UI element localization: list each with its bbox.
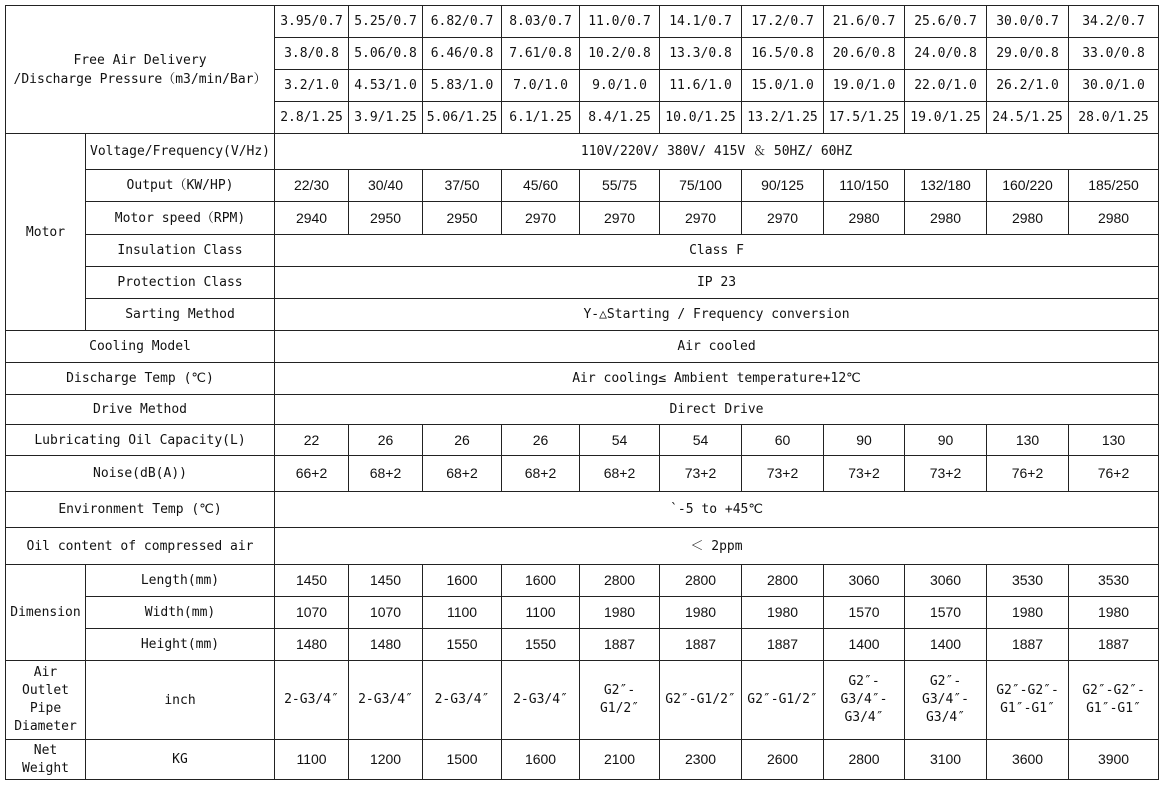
height-value: 1550 [502, 629, 580, 661]
height-value: 1887 [580, 629, 660, 661]
weight-value: 3100 [905, 740, 987, 780]
starting-value: Y-△Starting / Frequency conversion [275, 299, 1159, 331]
noise-value: 76+2 [1069, 456, 1159, 492]
free-air-value: 13.3/0.8 [660, 38, 742, 70]
height-value: 1400 [905, 629, 987, 661]
length-value: 3530 [1069, 565, 1159, 597]
width-value: 1980 [1069, 597, 1159, 629]
free-air-label-line: Free Air Delivery [73, 52, 207, 68]
weight-value: 2600 [742, 740, 824, 780]
free-air-value: 26.2/1.0 [987, 70, 1069, 102]
lube-oil-value: 60 [742, 425, 824, 456]
outlet-value: G2″-G1/2″ [660, 661, 742, 740]
spec-table-body [6, 6, 1159, 780]
starting-label: Sarting Method [86, 299, 275, 331]
motor-label: Motor [6, 134, 86, 331]
lube-oil-value: 26 [502, 425, 580, 456]
output-value: 185/250 [1069, 170, 1159, 202]
outlet-value: 2-G3/4″ [423, 661, 502, 740]
free-air-value: 3.2/1.0 [275, 70, 349, 102]
voltage-row [6, 134, 1159, 170]
free-air-value: 3.95/0.7 [275, 6, 349, 38]
insulation-label: Insulation Class [86, 235, 275, 267]
weight-value: 3900 [1069, 740, 1159, 780]
env-temp-value: `-5 to +45℃ [275, 492, 1159, 528]
motor-speed-value: 2970 [502, 202, 580, 235]
free-air-value: 11.6/1.0 [660, 70, 742, 102]
length-label: Length(mm) [86, 565, 275, 597]
length-value: 1450 [349, 565, 423, 597]
free-air-value: 16.5/0.8 [742, 38, 824, 70]
voltage-value: 110V/220V/ 380V/ 415V ＆ 50HZ/ 60HZ [275, 134, 1159, 170]
weight-label: Net Weight [6, 740, 86, 780]
discharge-temp-row [6, 363, 1159, 395]
length-value: 3060 [824, 565, 905, 597]
length-value: 1450 [275, 565, 349, 597]
noise-value: 68+2 [349, 456, 423, 492]
width-value: 1100 [502, 597, 580, 629]
free-air-value: 6.1/1.25 [502, 102, 580, 134]
weight-value: 1600 [502, 740, 580, 780]
outlet-value: 2-G3/4″ [502, 661, 580, 740]
width-value: 1570 [905, 597, 987, 629]
height-value: 1887 [1069, 629, 1159, 661]
lube-oil-value: 22 [275, 425, 349, 456]
oil-content-row [6, 528, 1159, 565]
output-value: 37/50 [423, 170, 502, 202]
insulation-row [6, 235, 1159, 267]
free-air-value: 25.6/0.7 [905, 6, 987, 38]
output-value: 55/75 [580, 170, 660, 202]
free-air-value: 10.0/1.25 [660, 102, 742, 134]
weight-value: 1200 [349, 740, 423, 780]
length-value: 1600 [502, 565, 580, 597]
free-air-value: 34.2/0.7 [1069, 6, 1159, 38]
free-air-value: 3.8/0.8 [275, 38, 349, 70]
noise-value: 68+2 [580, 456, 660, 492]
weight-row [6, 740, 1159, 780]
env-temp-row [6, 492, 1159, 528]
free-air-value: 2.8/1.25 [275, 102, 349, 134]
motor-speed-value: 2940 [275, 202, 349, 235]
output-value: 160/220 [987, 170, 1069, 202]
lube-oil-row [6, 425, 1159, 456]
free-air-value: 19.0/1.0 [824, 70, 905, 102]
insulation-value: Class F [275, 235, 1159, 267]
motor-speed-value: 2980 [905, 202, 987, 235]
motor-speed-value: 2970 [660, 202, 742, 235]
protection-label: Protection Class [86, 267, 275, 299]
free-air-value: 8.4/1.25 [580, 102, 660, 134]
motor-speed-value: 2980 [824, 202, 905, 235]
free-air-value: 21.6/0.7 [824, 6, 905, 38]
free-air-value: 11.0/0.7 [580, 6, 660, 38]
free-air-row [6, 6, 1159, 38]
weight-value: 3600 [987, 740, 1069, 780]
width-value: 1070 [275, 597, 349, 629]
output-value: 132/180 [905, 170, 987, 202]
length-value: 1600 [423, 565, 502, 597]
free-air-label-line: /Discharge Pressure（m3/min/Bar） [13, 71, 267, 87]
noise-value: 73+2 [742, 456, 824, 492]
width-value: 1980 [580, 597, 660, 629]
env-temp-label: Environment Temp (℃) [6, 492, 275, 528]
width-value: 1100 [423, 597, 502, 629]
motor-speed-value: 2980 [987, 202, 1069, 235]
free-air-value: 7.61/0.8 [502, 38, 580, 70]
noise-label: Noise(dB(A)) [6, 456, 275, 492]
free-air-value: 33.0/0.8 [1069, 38, 1159, 70]
dimension-label: Dimension [6, 565, 86, 661]
free-air-value: 30.0/0.7 [987, 6, 1069, 38]
lube-oil-value: 130 [987, 425, 1069, 456]
oil-content-value: ＜ 2ppm [275, 528, 1159, 565]
length-value: 2800 [742, 565, 824, 597]
drive-value: Direct Drive [275, 395, 1159, 425]
noise-value: 73+2 [905, 456, 987, 492]
cooling-label: Cooling Model [6, 331, 275, 363]
height-value: 1480 [275, 629, 349, 661]
noise-value: 76+2 [987, 456, 1069, 492]
noise-value: 68+2 [502, 456, 580, 492]
outlet-value: G2″-G2″- G1″-G1″ [987, 661, 1069, 740]
height-value: 1480 [349, 629, 423, 661]
free-air-value: 24.5/1.25 [987, 102, 1069, 134]
lube-oil-value: 54 [660, 425, 742, 456]
weight-value: 1500 [423, 740, 502, 780]
free-air-value: 8.03/0.7 [502, 6, 580, 38]
free-air-value: 20.6/0.8 [824, 38, 905, 70]
free-air-value: 5.25/0.7 [349, 6, 423, 38]
motor-speed-row [6, 202, 1159, 235]
width-label: Width(mm) [86, 597, 275, 629]
weight-unit: KG [86, 740, 275, 780]
height-value: 1400 [824, 629, 905, 661]
free-air-label [6, 6, 275, 134]
outlet-value: G2″-G1/2″ [742, 661, 824, 740]
free-air-value: 19.0/1.25 [905, 102, 987, 134]
weight-value: 2300 [660, 740, 742, 780]
output-value: 30/40 [349, 170, 423, 202]
motor-speed-value: 2950 [349, 202, 423, 235]
free-air-value: 24.0/0.8 [905, 38, 987, 70]
motor-speed-value: 2970 [742, 202, 824, 235]
free-air-value: 15.0/1.0 [742, 70, 824, 102]
free-air-value: 3.9/1.25 [349, 102, 423, 134]
noise-row [6, 456, 1159, 492]
lube-oil-label: Lubricating Oil Capacity(L) [6, 425, 275, 456]
output-label: Output（KW/HP) [86, 170, 275, 202]
motor-speed-value: 2970 [580, 202, 660, 235]
outlet-unit: inch [86, 661, 275, 740]
lube-oil-value: 130 [1069, 425, 1159, 456]
free-air-value: 4.53/1.0 [349, 70, 423, 102]
spec-table [5, 5, 1159, 780]
width-value: 1570 [824, 597, 905, 629]
output-value: 110/150 [824, 170, 905, 202]
height-value: 1887 [987, 629, 1069, 661]
noise-value: 73+2 [660, 456, 742, 492]
free-air-value: 7.0/1.0 [502, 70, 580, 102]
motor-speed-label: Motor speed（RPM) [86, 202, 275, 235]
free-air-value: 9.0/1.0 [580, 70, 660, 102]
height-value: 1550 [423, 629, 502, 661]
discharge-temp-value: Air cooling≤ Ambient temperature+12℃ [275, 363, 1159, 395]
starting-row [6, 299, 1159, 331]
protection-row [6, 267, 1159, 299]
length-value: 3530 [987, 565, 1069, 597]
noise-value: 68+2 [423, 456, 502, 492]
outlet-value: G2″- G3/4″- G3/4″ [905, 661, 987, 740]
output-value: 75/100 [660, 170, 742, 202]
free-air-value: 13.2/1.25 [742, 102, 824, 134]
outlet-value: 2-G3/4″ [275, 661, 349, 740]
free-air-value: 5.06/1.25 [423, 102, 502, 134]
free-air-value: 6.82/0.7 [423, 6, 502, 38]
weight-value: 1100 [275, 740, 349, 780]
output-value: 22/30 [275, 170, 349, 202]
free-air-value: 29.0/0.8 [987, 38, 1069, 70]
free-air-value: 5.06/0.8 [349, 38, 423, 70]
cooling-row [6, 331, 1159, 363]
width-value: 1980 [987, 597, 1069, 629]
free-air-value: 10.2/0.8 [580, 38, 660, 70]
height-value: 1887 [660, 629, 742, 661]
height-value: 1887 [742, 629, 824, 661]
free-air-value: 14.1/0.7 [660, 6, 742, 38]
noise-value: 66+2 [275, 456, 349, 492]
free-air-value: 17.5/1.25 [824, 102, 905, 134]
length-value: 2800 [660, 565, 742, 597]
width-row [6, 597, 1159, 629]
motor-speed-value: 2950 [423, 202, 502, 235]
noise-value: 73+2 [824, 456, 905, 492]
cooling-value: Air cooled [275, 331, 1159, 363]
free-air-value: 17.2/0.7 [742, 6, 824, 38]
voltage-label: Voltage/Frequency(V/Hz) [86, 134, 275, 170]
output-value: 45/60 [502, 170, 580, 202]
free-air-value: 5.83/1.0 [423, 70, 502, 102]
outlet-value: G2″- G1/2″ [580, 661, 660, 740]
width-value: 1980 [660, 597, 742, 629]
lube-oil-value: 90 [905, 425, 987, 456]
width-value: 1980 [742, 597, 824, 629]
length-value: 3060 [905, 565, 987, 597]
length-value: 2800 [580, 565, 660, 597]
height-row [6, 629, 1159, 661]
lube-oil-value: 54 [580, 425, 660, 456]
outlet-value: G2″- G3/4″- G3/4″ [824, 661, 905, 740]
weight-value: 2800 [824, 740, 905, 780]
width-value: 1070 [349, 597, 423, 629]
length-row [6, 565, 1159, 597]
protection-value: IP 23 [275, 267, 1159, 299]
lube-oil-value: 26 [349, 425, 423, 456]
output-value: 90/125 [742, 170, 824, 202]
free-air-value: 30.0/1.0 [1069, 70, 1159, 102]
motor-speed-value: 2980 [1069, 202, 1159, 235]
height-label: Height(mm) [86, 629, 275, 661]
free-air-value: 28.0/1.25 [1069, 102, 1159, 134]
outlet-value: 2-G3/4″ [349, 661, 423, 740]
oil-content-label: Oil content of compressed air [6, 528, 275, 565]
outlet-row [6, 661, 1159, 740]
discharge-temp-label: Discharge Temp (℃) [6, 363, 275, 395]
lube-oil-value: 26 [423, 425, 502, 456]
free-air-value: 6.46/0.8 [423, 38, 502, 70]
free-air-value: 22.0/1.0 [905, 70, 987, 102]
outlet-label: Air Outlet Pipe Diameter [6, 661, 86, 740]
drive-label: Drive Method [6, 395, 275, 425]
lube-oil-value: 90 [824, 425, 905, 456]
weight-value: 2100 [580, 740, 660, 780]
drive-row [6, 395, 1159, 425]
outlet-value: G2″-G2″- G1″-G1″ [1069, 661, 1159, 740]
output-row [6, 170, 1159, 202]
